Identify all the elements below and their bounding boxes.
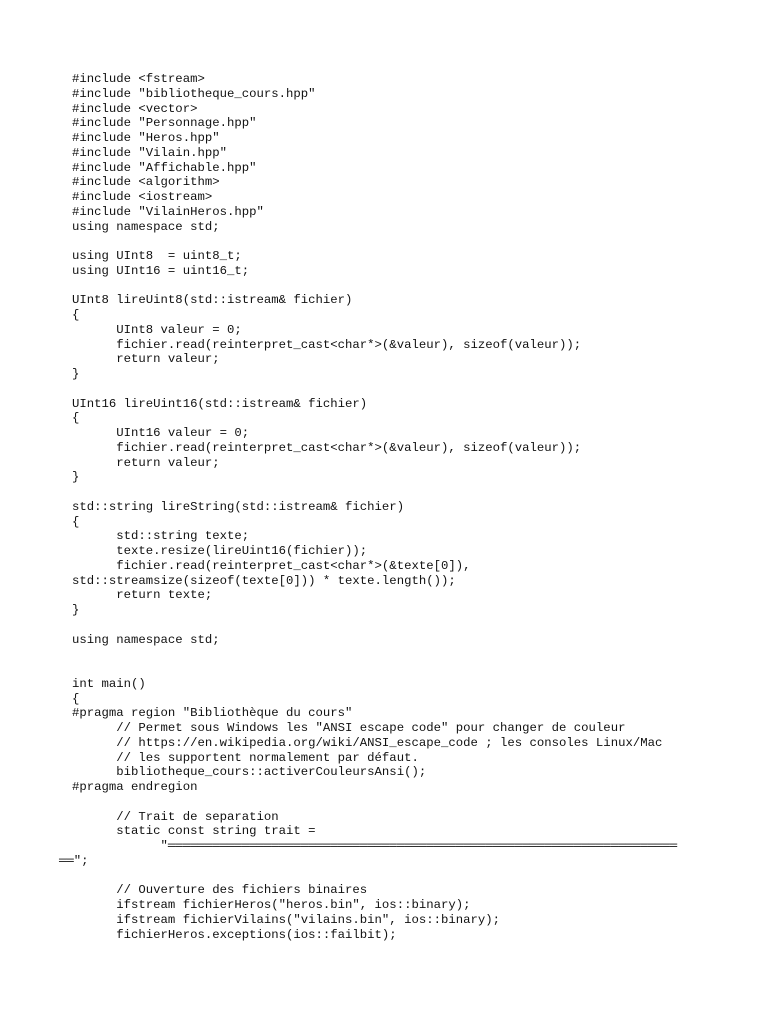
code-line: UInt8 valeur = 0; bbox=[72, 322, 242, 337]
code-line: // Ouverture des fichiers binaires bbox=[72, 883, 368, 898]
code-line: fichierHeros.exceptions(ios::failbit); bbox=[72, 927, 397, 942]
code-line: UInt16 lireUint16(std::istream& fichier) bbox=[72, 396, 368, 411]
code-line: #include "bibliotheque_cours.hpp" bbox=[72, 86, 316, 101]
code-line: { bbox=[72, 691, 80, 706]
code-line bbox=[72, 647, 712, 662]
code-line: using namespace std; bbox=[72, 632, 220, 647]
code-line: #pragma endregion bbox=[72, 780, 198, 794]
code-line: { bbox=[72, 514, 80, 529]
code-line bbox=[72, 485, 712, 500]
code-line: #include "Heros.hpp" bbox=[72, 131, 220, 145]
code-line: "═════════════════════════════════════════════════════════════════════ bbox=[72, 839, 678, 853]
code-line: #include <fstream> bbox=[72, 72, 205, 86]
code-line: #include <algorithm> bbox=[72, 175, 220, 190]
code-line: { bbox=[72, 308, 80, 322]
code-line: return valeur; bbox=[72, 455, 220, 470]
code-line: ifstream fichierHeros("heros.bin", ios::binary); bbox=[72, 898, 471, 912]
code-line: // https://en.wikipedia.org/wiki/ANSI_escape_code ; les consoles Linux/Mac bbox=[72, 735, 663, 750]
code-line bbox=[72, 795, 712, 810]
code-line: bibliotheque_cours::activerCouleursAnsi(); bbox=[72, 765, 427, 780]
code-line: fichier.read(reinterpret_cast<char*>(&valeur), sizeof(valeur)); bbox=[72, 337, 582, 352]
code-line: } bbox=[72, 367, 80, 381]
code-line: // Trait de separation bbox=[72, 809, 279, 824]
code-line: #include <vector> bbox=[72, 101, 198, 116]
code-line: fichier.read(reinterpret_cast<char*>(&valeur), sizeof(valeur)); bbox=[72, 440, 582, 455]
code-line: return valeur; bbox=[72, 352, 220, 367]
code-line: // Permet sous Windows les "ANSI escape code" pour changer de couleur bbox=[72, 721, 626, 735]
code-line: static const string trait = bbox=[72, 824, 316, 839]
code-line: #include <iostream> bbox=[72, 190, 213, 204]
code-line: using UInt16 = uint16_t; bbox=[72, 263, 250, 278]
code-line bbox=[72, 662, 712, 677]
code-line: ifstream fichierVilains("vilains.bin", ios::binary); bbox=[72, 912, 501, 927]
code-line: #include "VilainHeros.hpp" bbox=[72, 204, 264, 219]
code-line bbox=[72, 382, 712, 397]
code-line: ══"; bbox=[59, 853, 89, 868]
code-line bbox=[72, 234, 712, 249]
code-line: using namespace std; bbox=[72, 219, 220, 234]
code-line: #pragma region "Bibliothèque du cours" bbox=[72, 706, 353, 721]
code-line: texte.resize(lireUint16(fichier)); bbox=[72, 544, 368, 558]
code-line: std::string texte; bbox=[72, 529, 250, 544]
code-line: fichier.read(reinterpret_cast<char*>(&texte[0]), bbox=[72, 558, 471, 573]
code-line: UInt8 lireUint8(std::istream& fichier) bbox=[72, 293, 353, 308]
code-line bbox=[72, 869, 712, 884]
code-listing bbox=[59, 72, 712, 942]
code-line: using UInt8 = uint8_t; bbox=[72, 249, 242, 263]
code-line: } bbox=[72, 603, 80, 617]
code-line bbox=[72, 279, 712, 294]
code-line: std::streamsize(sizeof(texte[0])) * texte.length()); bbox=[72, 573, 456, 588]
code-line: #include "Affichable.hpp" bbox=[72, 160, 257, 175]
code-line bbox=[72, 618, 712, 633]
code-line: { bbox=[72, 411, 80, 426]
code-line: // les supportent normalement par défaut. bbox=[72, 750, 419, 765]
code-line: std::string lireString(std::istream& fichier) bbox=[72, 499, 405, 514]
code-line: UInt16 valeur = 0; bbox=[72, 426, 250, 440]
code-line: int main() bbox=[72, 676, 146, 691]
code-line: return texte; bbox=[72, 588, 213, 603]
code-line: } bbox=[72, 470, 80, 485]
code-line: #include "Vilain.hpp" bbox=[72, 145, 227, 160]
code-line: #include "Personnage.hpp" bbox=[72, 116, 257, 131]
